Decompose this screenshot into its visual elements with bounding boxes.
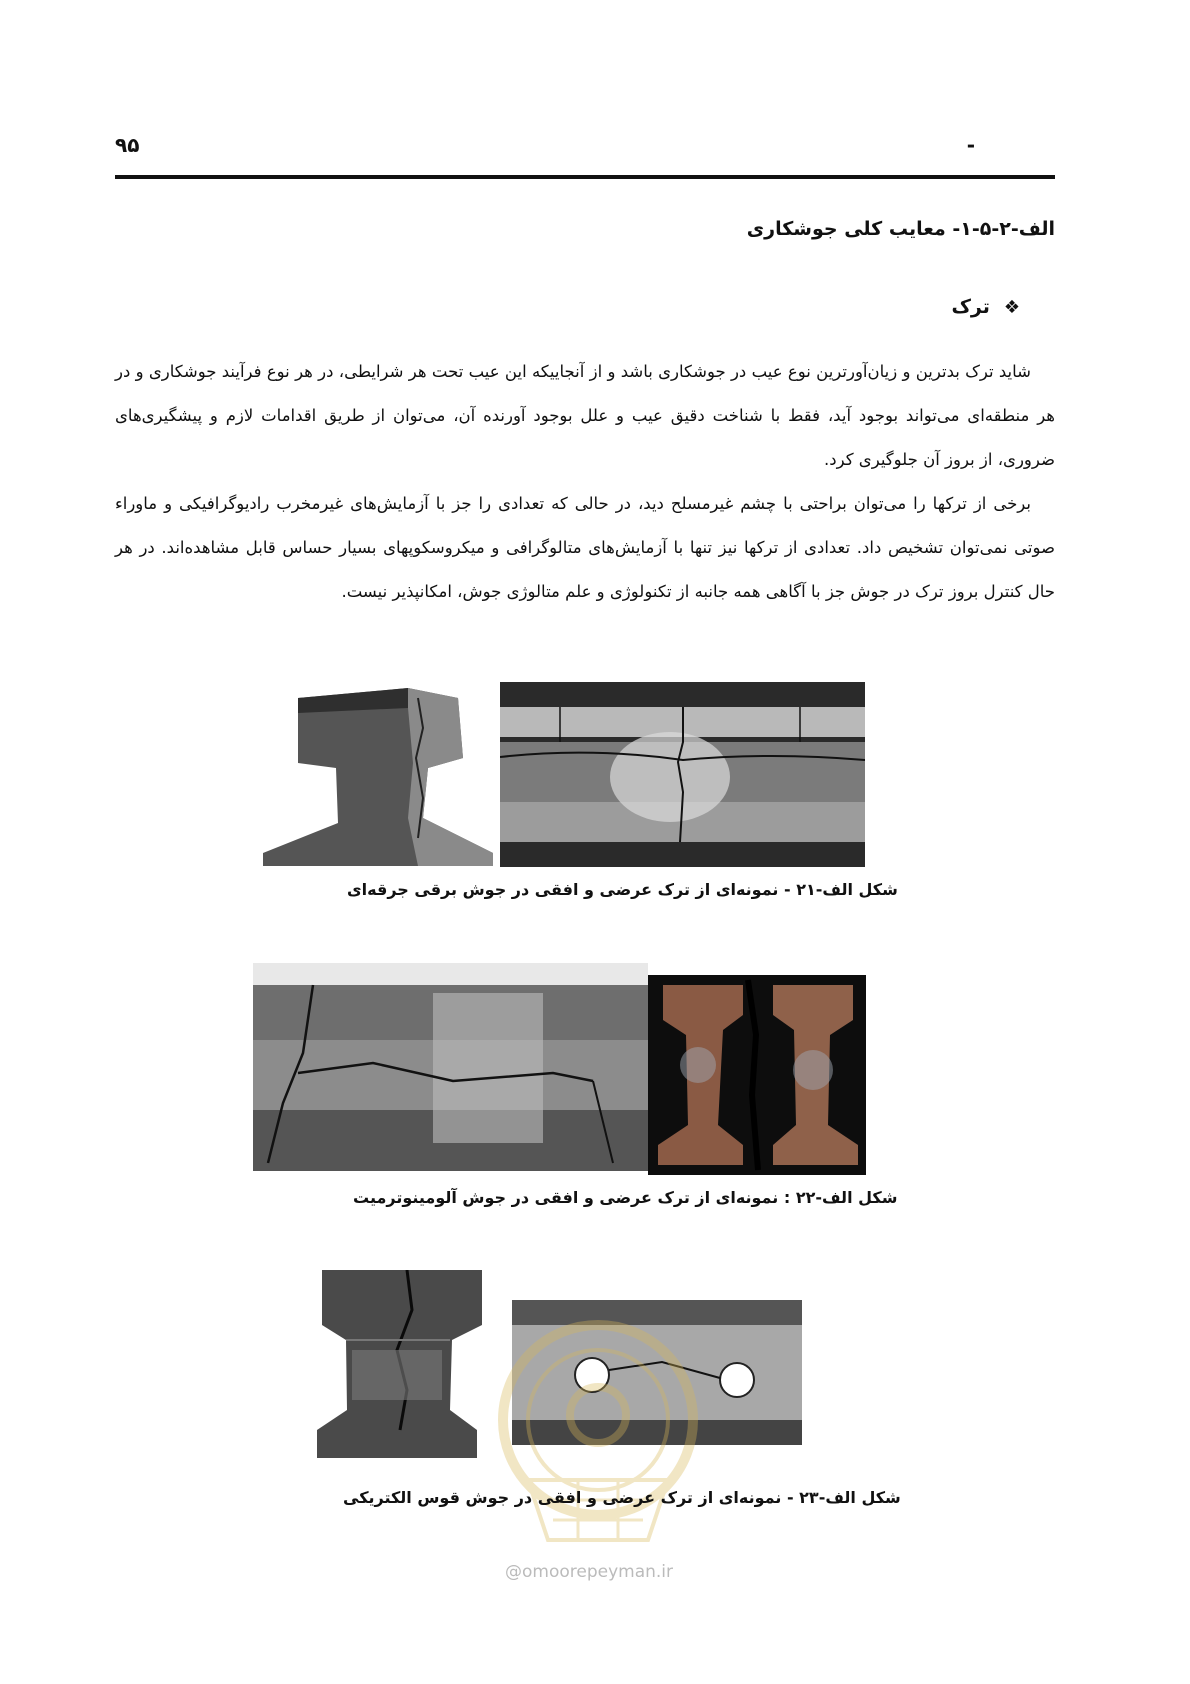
paragraph-2-text: برخی از ترکها را می‌توان براحتی با چشم غیرمسلح دید، در حالی که تعدادی را جز با آزمایش‌های غیرمخرب رادیوگرافیکی و ماوراء صوتی نمی‌توان تشخیص داد. تعدادی از ترکها نیز تنها با آزمایش‌های متالوگرافی و میکروسکوپهای بسیار حساس قابل مشاهده‌اند. در هر حال کنترل بروز ترک در جوش جز با آگاهی همه جانبه از تکنولوژی و علم متالوژی جوش، امکانپذیر نیست. bbox=[115, 494, 1055, 601]
figure-22-caption: شکل الف-۲۲ : نمونه‌ای از ترک عرضی و افقی در جوش آلومینوترمیت bbox=[353, 1188, 898, 1207]
figure-21-rail-section-photo bbox=[258, 668, 503, 868]
page-header bbox=[115, 125, 1055, 179]
figure-22-rail-section-color-photo bbox=[648, 975, 866, 1175]
watermark-site-text: @omoorepeyman.ir bbox=[505, 1562, 674, 1582]
figure-21-rail-side-photo bbox=[500, 682, 865, 867]
page-number: ۹۵ bbox=[115, 133, 140, 157]
watermark-seal-icon bbox=[488, 1310, 708, 1550]
paragraph-1 bbox=[115, 350, 1055, 482]
paragraph-2 bbox=[115, 482, 1055, 614]
header-dash: - bbox=[966, 133, 975, 157]
figure-22-rail-side-photo bbox=[253, 963, 648, 1171]
paragraph-1-text: شاید ترک بدترین و زیان‌آورترین نوع عیب در جوشکاری باشد و از آنجاییکه این عیب تحت هر شرایطی، در هر نوع فرآیند جوشکاری و در هر منطقه‌ای می‌تواند بوجود آید، فقط با شناخت دقیق عیب و علل بوجود آورنده آن، می‌توان از طریق اقدامات لازم و پیشگیری‌های ضروری، از بروز آن جلوگیری کرد. bbox=[115, 362, 1055, 469]
subsection-heading bbox=[951, 296, 1020, 318]
section-title: الف-۲-۵-۱- معایب کلی جوشکاری bbox=[746, 218, 1055, 240]
subsection-title: ترک bbox=[951, 296, 990, 318]
figure-23-rail-section-photo bbox=[312, 1270, 490, 1460]
figure-23-caption: شکل الف-۲۳ - نمونه‌ای از ترک عرضی و افقی در جوش قوس الکتریکی bbox=[343, 1488, 901, 1507]
four-diamond-bullet-icon: ❖ bbox=[1003, 297, 1020, 318]
figure-21-caption: شکل الف-۲۱ - نمونه‌ای از ترک عرضی و افقی در جوش برقی جرقه‌ای bbox=[347, 880, 898, 899]
